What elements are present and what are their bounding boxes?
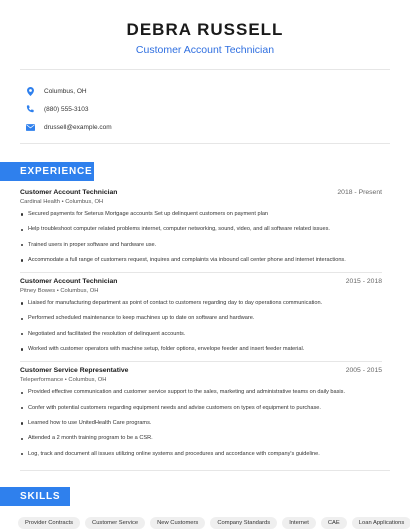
contact-location <box>22 82 388 100</box>
job-bullet: Liaised for manufacturing department as point of contact to customers regarding day to day operations communication. <box>20 300 382 307</box>
skills-list <box>18 517 410 529</box>
contact-info <box>0 70 410 136</box>
location-text: Columbus, OH <box>44 87 87 95</box>
skills-heading: SKILLS <box>0 487 70 506</box>
job-header <box>20 277 382 286</box>
experience-list <box>20 188 382 466</box>
job-bullet: Worked with customer operators with machine setup, folder options, envelope feeder and insert feeder material. <box>20 346 382 353</box>
job-title: Customer Service Representative <box>20 367 129 375</box>
job-bullets <box>20 300 382 353</box>
resume-header <box>0 0 410 57</box>
skill-chip: Customer Service <box>85 517 145 529</box>
job-bullet: Learned how to use UnitedHealth Care programs. <box>20 420 382 427</box>
skill-chip: Provider Contracts <box>18 517 80 529</box>
job-entry <box>20 188 382 264</box>
job-dates: 2018 - Present <box>337 189 382 196</box>
envelope-icon <box>22 124 38 131</box>
job-company: Teleperformance • Columbus, OH <box>20 377 107 384</box>
map-pin-icon <box>22 87 38 96</box>
phone-icon <box>22 105 38 113</box>
candidate-title: Customer Account Technician <box>135 44 275 56</box>
job-bullet: Secured payments for Seterus Mortgage accounts Set up delinquent customers on payment plan <box>20 211 382 218</box>
job-bullet: Attended a 2 month training program to be a CSR. <box>20 435 382 442</box>
job-entry <box>20 277 382 353</box>
job-header <box>20 188 382 197</box>
job-bullets <box>20 211 382 264</box>
experience-divider <box>20 470 390 471</box>
job-header <box>20 366 382 375</box>
job-divider <box>20 361 382 362</box>
job-company: Cardinal Health • Columbus, OH <box>20 199 104 205</box>
phone-text: (880) 555-3103 <box>44 105 89 113</box>
contact-phone <box>22 100 388 118</box>
job-bullet: Log, track and document all issues utilizing online systems and procedures and accordance with company's guideline. <box>20 451 382 458</box>
job-company: Pitney Bowes • Columbus, OH <box>20 288 99 295</box>
email-text: drussell@example.com <box>44 123 112 131</box>
job-bullet: Help troubleshoot computer related problems internet, computer networking, sound, video, and all software related issues. <box>20 226 382 233</box>
contact-divider <box>20 143 390 144</box>
candidate-name: DEBRA RUSSELL <box>126 20 284 39</box>
job-bullet: Provided effective communication and customer service support to the sales, marketing and administrative teams on daily basis. <box>20 389 382 396</box>
job-entry <box>20 366 382 457</box>
job-title: Customer Account Technician <box>20 278 118 286</box>
skill-chip: Internet <box>282 517 316 529</box>
job-title: Customer Account Technician <box>20 189 118 196</box>
skill-chip: CAE <box>321 517 347 529</box>
job-bullet: Performed scheduled maintenance to keep machines up to date on software and hardware. <box>20 315 382 322</box>
job-bullets <box>20 389 382 457</box>
job-bullet: Trained users in proper software and hardware use. <box>20 242 382 249</box>
skill-chip: Company Standards <box>210 517 277 529</box>
job-dates: 2005 - 2015 <box>345 367 382 375</box>
experience-heading: EXPERIENCE <box>0 162 94 181</box>
job-bullet: Accommodate a full range of customers request, inquires and complaints via inbound call center phone and internet interactions. <box>20 257 382 264</box>
job-divider <box>20 272 382 273</box>
skill-chip: Loan Applications <box>352 517 410 529</box>
job-bullet: Confer with potential customers regarding equipment needs and advise customers on types of equipment to purchase. <box>20 405 382 412</box>
job-dates: 2015 - 2018 <box>345 278 382 286</box>
job-bullet: Negotiated and facilitated the resolution of delinquent accounts. <box>20 331 382 338</box>
contact-email <box>22 118 388 136</box>
skill-chip: New Customers <box>150 517 205 529</box>
